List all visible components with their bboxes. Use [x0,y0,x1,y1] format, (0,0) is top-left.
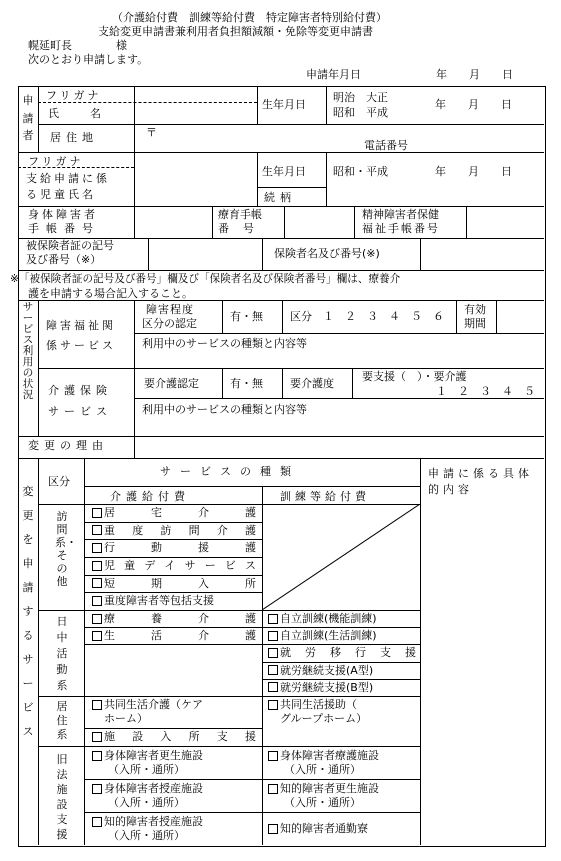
group-label-residential: 居住系 [56,700,68,741]
service-type-column-header: サービスの種類 [160,465,300,478]
insured-card-label-1: 被保険者証の記号 [26,239,114,252]
checkbox-icon[interactable] [92,561,102,571]
care-service-item[interactable] [92,731,256,742]
change-reason-label: 変更の理由 [28,439,108,452]
disability-level-label-1: 障害程度 [146,303,194,316]
service-label: 重度障害者等包括支援 [104,594,214,608]
checkbox-icon[interactable] [268,700,278,710]
service-label: 就 労 移 行 支 援 [280,646,416,660]
care-service-sub: （入所・通所） [108,796,185,809]
care-service-item[interactable] [92,542,256,553]
child-dob-units: 年 月 日 [435,165,512,178]
checkbox-icon[interactable] [268,682,278,692]
training-service-item[interactable] [268,665,416,676]
welfare-service-label-2: 係サービス [46,339,116,352]
training-service-item[interactable] [268,613,416,624]
mental-handbook-field[interactable] [468,208,542,236]
rehab-handbook-field[interactable] [286,208,352,236]
care-benefit-column-header: 介護給付費 [110,490,190,503]
care-usage-label: 利用中のサービスの種類と内容等 [142,403,307,416]
training-service-item[interactable] [268,682,416,693]
applicant-name-label: 氏 名 [48,107,104,120]
checkbox-icon[interactable] [268,665,278,675]
applicant-furigana-label: フリガナ [46,89,102,102]
mental-handbook-label-1: 精神障害者保健 [362,208,439,221]
care-service-item[interactable] [92,507,256,518]
care-service-item[interactable] [92,525,256,536]
checkbox-icon[interactable] [92,614,102,624]
checkbox-icon[interactable] [92,578,102,588]
care-certification-yes-no[interactable]: 有・無 [230,377,263,390]
category-column-header: 区分 [48,475,70,488]
not-applicable-diagonal [262,504,420,610]
service-label: 重 度 訪 問 介 護 [104,523,256,537]
service-label: 身体障害者療護施設 [280,749,379,762]
checkbox-icon[interactable] [92,784,102,794]
care-service-sub: （入所・通所） [108,829,185,842]
checkbox-icon[interactable] [92,508,102,518]
service-label: 施 設 入 所 支 援 [104,730,256,743]
services-side-label: 変更を申請するサービス [22,485,34,738]
addressee: 幌延町長 様 [28,39,127,52]
child-furigana-label: フリガナ [28,155,84,168]
child-name-field[interactable] [136,154,256,204]
care-service-item[interactable] [92,595,256,606]
intro-text: 次のとおり申請します。 [28,53,149,66]
child-dob-label: 生年月日 [262,165,306,178]
relation-field[interactable] [328,189,542,205]
service-label: 就労継続支援(A型) [280,663,374,677]
service-label: 療 養 介 護 [104,612,256,625]
phone-label: 電話番号 [364,139,408,152]
physical-handbook-label-1: 身体障害者 [28,208,98,221]
service-label: 身体障害者更生施設 [104,749,203,762]
service-label: 身体障害者授産施設 [104,782,203,795]
service-label: 知的障害者授産施設 [104,815,203,828]
relation-label: 続柄 [264,191,296,204]
training-service-item[interactable] [268,647,416,658]
rehab-handbook-label-1: 療育手帳 [218,208,262,221]
checkbox-icon[interactable] [268,784,278,794]
checkbox-icon[interactable] [92,543,102,553]
care-service-item[interactable] [92,816,256,827]
training-service-item[interactable] [268,783,418,794]
welfare-service-label-1: 障害福祉関 [46,319,116,332]
care-service-item[interactable] [92,578,256,589]
applicant-address-field[interactable] [160,126,540,138]
service-label: 自立訓練(生活訓練) [280,629,377,643]
group-label-old-law: 旧法施設支援 [56,753,68,841]
training-service-sub: （入所・通所） [284,763,361,776]
service-label: 児 童 デ イ サ ー ビ ス [104,559,256,572]
service-label: 短 期 入 所 [104,576,256,590]
mental-handbook-label-2: 福祉手帳番号 [362,222,440,235]
group-label-daytime: 日中活動系 [56,615,68,692]
training-service-sub: （入所・通所） [284,796,361,809]
checkbox-icon[interactable] [92,596,102,606]
application-date-units: 年 月 日 [436,68,513,81]
care-service-item[interactable] [92,750,256,761]
service-label: 就労継続支援(B型) [280,680,374,694]
care-service-item-cont: ホーム） [104,712,148,725]
checkbox-icon[interactable] [92,732,102,742]
application-date-label: 申請年月日 [306,68,361,81]
physical-handbook-label-2: 手帳番号 [28,222,100,235]
applicant-era-2: 昭和 平成 [333,106,388,119]
applicant-era-1: 明治 大正 [333,91,388,104]
disability-level-yes-no[interactable]: 有・無 [230,310,263,323]
service-label: 居 宅 介 護 [104,506,256,519]
form-subtitle: （介護給付費 訓練等給付費 特定障害者特別給付費） [112,11,387,24]
note-line-1: ※「被保険者証の記号及び番号」欄及び「保険者名及び保険者番号」欄は、療養介 [10,273,401,285]
insured-card-field[interactable] [150,240,260,268]
training-service-item[interactable] [268,750,418,761]
insurer-field[interactable] [422,240,542,268]
note-line-2: 護を申請する場合記入すること。 [28,287,193,300]
service-label: 行 動 援 護 [104,541,256,555]
checkbox-icon[interactable] [268,751,278,761]
training-service-item[interactable] [268,823,418,834]
service-label: 自立訓練(機能訓練) [280,612,377,625]
request-detail-field[interactable] [422,506,542,843]
checkbox-icon[interactable] [92,817,102,827]
applicant-side-label: 申請者 [22,94,34,143]
training-service-item-cont: グループホーム） [280,712,368,725]
child-era: 昭和・平成 [333,165,388,178]
checkbox-icon[interactable] [92,525,102,535]
care-level-numbers[interactable]: １ ２ ３ ４ ５ [436,385,535,398]
applicant-dob-label: 生年月日 [262,98,306,111]
child-name-label-2: る児童氏名 [26,188,96,201]
training-service-item[interactable] [268,630,416,641]
checkbox-icon[interactable] [92,751,102,761]
valid-period-field[interactable] [498,302,542,331]
care-service-sub: （入所・通所） [108,763,185,776]
checkbox-icon[interactable] [268,648,278,658]
valid-period-label-1: 有効 [464,303,486,316]
applicant-dob-units: 年 月 日 [435,98,512,111]
applicant-furigana-field[interactable] [136,88,256,101]
form-title: 支給変更申請書兼利用者負担額減額・免除等変更申請書 [98,25,373,38]
disability-category-options[interactable]: 区分 １ ２ ３ ４ ５ ６ [290,310,444,323]
care-service-item[interactable] [92,630,256,641]
care-insurance-label-2: サービス [48,405,112,418]
care-service-item[interactable] [92,783,256,794]
service-label: 共同生活介護（ケア [104,698,203,711]
checkbox-icon[interactable] [92,631,102,641]
care-insurance-label-1: 介護保険 [48,384,112,397]
applicant-address-label: 居住地 [50,131,98,144]
service-label: 知的障害者更生施設 [280,782,379,795]
service-label: 知的障害者通勤寮 [280,822,368,835]
care-service-item[interactable] [92,613,256,624]
training-service-item[interactable] [268,699,418,710]
change-reason-field[interactable] [136,438,542,456]
checkbox-icon[interactable] [268,614,278,624]
child-name-label-1: 支給申請に係 [26,172,110,185]
rehab-handbook-label-2: 番号 [218,222,268,235]
checkbox-icon[interactable] [268,631,278,641]
care-certification-label: 要介護認定 [144,377,199,390]
physical-handbook-field[interactable] [136,208,210,236]
insurer-label: 保険者名及び番号(※) [274,247,380,260]
checkbox-icon[interactable] [92,700,102,710]
request-detail-header-1: 申請に係る具体的内容 [428,467,533,496]
care-service-item[interactable] [92,560,256,571]
service-label: 生 活 介 護 [104,629,256,643]
care-service-item[interactable] [92,699,258,710]
service-status-side-label: サービス利用の状況 [22,301,34,402]
group-label-visit: 訪問系・その他 [55,510,77,588]
insured-card-label-2: 及び番号（※） [26,253,102,266]
applicant-name-field[interactable] [136,104,256,123]
support-level-options[interactable]: 要支援（ ）・要介護 [362,370,467,383]
disability-level-label-2: 区分の認定 [142,317,197,330]
care-level-label: 要介護度 [290,377,334,390]
valid-period-label-2: 期間 [464,317,486,330]
postal-mark: 〒 [146,126,157,139]
checkbox-icon[interactable] [268,824,278,834]
welfare-usage-label: 利用中のサービスの種類と内容等 [142,337,307,350]
training-benefit-column-header: 訓練等給付費 [280,490,370,503]
service-label: 共同生活援助（ [280,698,357,711]
